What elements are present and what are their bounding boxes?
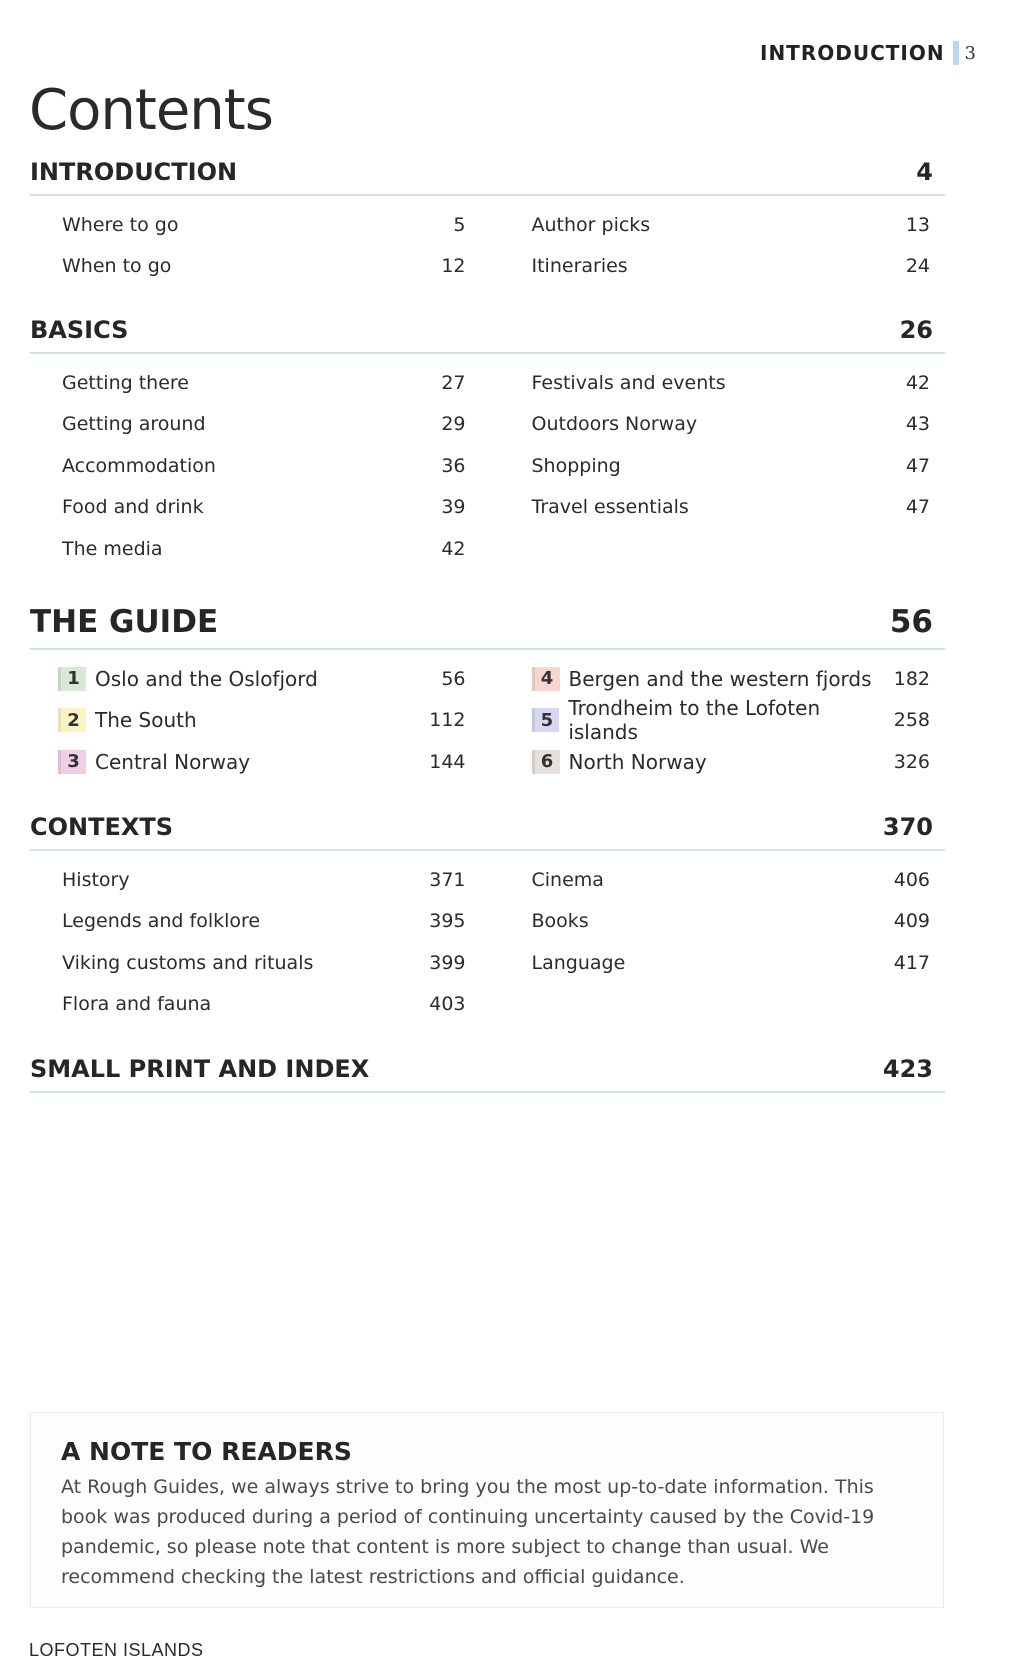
entry-label: History <box>62 868 130 891</box>
section-header[interactable] <box>30 1055 945 1093</box>
entry-label: Books <box>531 910 589 933</box>
chapter-entry[interactable] <box>58 741 466 783</box>
right-column <box>488 204 946 287</box>
entry-label-group <box>62 255 171 277</box>
entry-label: When to go <box>62 255 172 278</box>
entry-label-group <box>532 869 604 891</box>
entry-label: Food and drink <box>62 496 204 519</box>
toc-entry[interactable] <box>62 859 466 901</box>
toc-entry[interactable] <box>532 942 931 984</box>
section-introduction <box>30 158 945 287</box>
note-box <box>30 1412 944 1608</box>
entry-label: Flora and fauna <box>62 993 212 1016</box>
section-the-guide <box>30 604 945 783</box>
chapter-number-badge: 2 <box>58 708 86 732</box>
entry-page-number: 56 <box>441 667 466 690</box>
section-header[interactable] <box>30 158 945 196</box>
entry-label: Legends and folklore <box>62 910 261 933</box>
chapter-entry[interactable] <box>532 696 931 745</box>
entry-label: Central Norway <box>95 749 251 774</box>
left-column <box>30 859 488 1025</box>
section-header[interactable] <box>30 604 945 650</box>
toc-entry[interactable] <box>532 859 931 901</box>
entry-label-group <box>532 910 589 932</box>
entry-label: Cinema <box>531 868 604 891</box>
entry-page-number: 13 <box>905 213 930 236</box>
section-page: 423 <box>882 1055 933 1083</box>
entry-label: Bergen and the western fjords <box>568 666 872 691</box>
section-header[interactable] <box>30 813 945 851</box>
entry-label: Getting there <box>62 371 189 394</box>
entry-label-group <box>532 455 621 477</box>
entry-label-group <box>62 869 130 891</box>
toc-entry[interactable] <box>532 404 931 446</box>
entry-page-number: 43 <box>905 413 930 436</box>
toc-entry[interactable] <box>532 362 931 404</box>
entry-label: Itineraries <box>531 255 628 278</box>
entry-label-group <box>532 750 707 774</box>
entry-label-group <box>62 455 216 477</box>
section-page: 26 <box>899 316 933 344</box>
entry-page-number: 403 <box>429 993 466 1016</box>
entry-label-group <box>532 696 894 744</box>
toc-entry[interactable] <box>62 984 466 1026</box>
entry-label: North Norway <box>568 749 707 774</box>
section-basics <box>30 316 945 570</box>
entry-label-group <box>532 372 726 394</box>
section-title: CONTEXTS <box>30 813 174 841</box>
section-title: INTRODUCTION <box>30 158 238 186</box>
entry-page-number: 42 <box>441 537 466 560</box>
chapter-number-badge: 1 <box>58 667 86 691</box>
chapter-number-badge: 6 <box>532 750 560 774</box>
right-column <box>488 362 946 570</box>
chapter-number-badge: 3 <box>58 750 86 774</box>
page-title: Contents <box>29 78 273 143</box>
section-title: THE GUIDE <box>30 604 219 640</box>
running-head-title: INTRODUCTION <box>760 41 945 65</box>
entry-page-number: 409 <box>893 910 930 933</box>
right-column <box>488 658 946 783</box>
entry-label-group <box>62 496 204 518</box>
toc-entry[interactable] <box>62 246 466 288</box>
entry-page-number: 47 <box>905 496 930 519</box>
toc-entry[interactable] <box>532 487 931 529</box>
entry-label-group <box>532 496 689 518</box>
entry-label: The media <box>62 537 163 560</box>
entry-label: The South <box>95 708 197 733</box>
entry-label: Author picks <box>531 213 651 236</box>
entry-page-number: 417 <box>893 951 930 974</box>
entry-page-number: 42 <box>905 371 930 394</box>
entry-label-group <box>62 910 260 932</box>
toc-entry[interactable] <box>532 901 931 943</box>
toc-entry[interactable] <box>532 445 931 487</box>
entry-page-number: 112 <box>429 709 466 732</box>
section-page: 4 <box>916 158 933 186</box>
section-title: BASICS <box>30 316 129 344</box>
entry-label: Trondheim to the Lofoten islands <box>568 696 821 745</box>
entry-page-number: 144 <box>429 750 466 773</box>
entry-label-group <box>532 255 628 277</box>
entry-label: Viking customs and rituals <box>62 951 314 974</box>
entry-page-number: 395 <box>429 910 466 933</box>
entry-label: Oslo and the Oslofjord <box>95 666 318 691</box>
entry-label-group <box>62 993 211 1015</box>
running-head <box>760 38 976 68</box>
entry-label-group <box>62 214 178 236</box>
chapter-entry[interactable] <box>532 741 931 783</box>
section-contexts <box>30 813 945 1025</box>
chapter-entry[interactable] <box>58 700 466 742</box>
entry-page-number: 12 <box>441 255 466 278</box>
note-text: At Rough Guides, we always strive to bring you the most up-to-date information. This book was produced during a period of continuing uncertainty caused by the Covid-19 pandemic, so please note that content is more subject to change than usual. We recommend checking the latest restrictions and official guidance. <box>61 1476 875 1588</box>
entry-label: Travel essentials <box>531 496 689 519</box>
toc-entry[interactable] <box>62 404 466 446</box>
entry-label-group <box>62 538 163 560</box>
entry-page-number: 39 <box>441 496 466 519</box>
toc-entry[interactable] <box>62 528 466 570</box>
footer-book-title: LOFOTEN ISLANDS <box>29 1640 204 1660</box>
entry-page-number: 399 <box>429 951 466 974</box>
toc-entry[interactable] <box>532 204 931 246</box>
left-column <box>30 658 488 783</box>
entry-label: Getting around <box>62 413 206 436</box>
entry-label: Accommodation <box>62 454 216 477</box>
right-column <box>488 859 946 1025</box>
entry-label-group <box>58 667 318 691</box>
entry-page-number: 27 <box>441 371 466 394</box>
entry-label-group <box>532 413 698 435</box>
entry-label-group <box>532 214 651 236</box>
toc-entry[interactable] <box>62 901 466 943</box>
entry-label-group <box>62 372 189 394</box>
section-small-print <box>30 1055 945 1093</box>
entry-label: Outdoors Norway <box>531 413 698 436</box>
entry-page-number: 5 <box>453 213 466 236</box>
toc-entry[interactable] <box>62 362 466 404</box>
entry-page-number: 258 <box>893 709 930 732</box>
section-title: SMALL PRINT AND INDEX <box>30 1055 370 1083</box>
entry-page-number: 29 <box>441 413 466 436</box>
entry-page-number: 371 <box>429 868 466 891</box>
entry-label-group <box>58 750 250 774</box>
entry-page-number: 24 <box>905 255 930 278</box>
entry-label: Shopping <box>531 454 621 477</box>
chapter-number-badge: 5 <box>532 708 560 732</box>
entry-page-number: 36 <box>441 454 466 477</box>
entry-page-number: 182 <box>893 667 930 690</box>
entry-label: Language <box>531 951 626 974</box>
running-head-bar <box>953 41 959 65</box>
entry-page-number: 47 <box>905 454 930 477</box>
toc-entry[interactable] <box>62 942 466 984</box>
entry-label-group <box>58 708 197 732</box>
page-number: 3 <box>964 42 976 64</box>
toc-entry[interactable] <box>62 487 466 529</box>
chapter-entry[interactable] <box>58 658 466 700</box>
note-title: A NOTE TO READERS <box>61 1437 352 1466</box>
section-header[interactable] <box>30 316 945 354</box>
toc-entry[interactable] <box>532 246 931 288</box>
left-column <box>30 362 488 570</box>
entry-label: Where to go <box>62 213 179 236</box>
section-page: 56 <box>889 604 933 640</box>
entry-label-group <box>532 667 872 691</box>
chapter-number-badge: 4 <box>532 667 560 691</box>
entry-page-number: 406 <box>893 868 930 891</box>
toc-entry[interactable] <box>62 445 466 487</box>
entry-page-number: 326 <box>893 750 930 773</box>
entry-label-group <box>62 413 206 435</box>
toc-entry[interactable] <box>62 204 466 246</box>
entry-label-group <box>532 952 626 974</box>
entry-label-group <box>62 952 313 974</box>
left-column <box>30 204 488 287</box>
entry-label: Festivals and events <box>531 371 726 394</box>
section-page: 370 <box>882 813 933 841</box>
chapter-entry[interactable] <box>532 658 931 700</box>
